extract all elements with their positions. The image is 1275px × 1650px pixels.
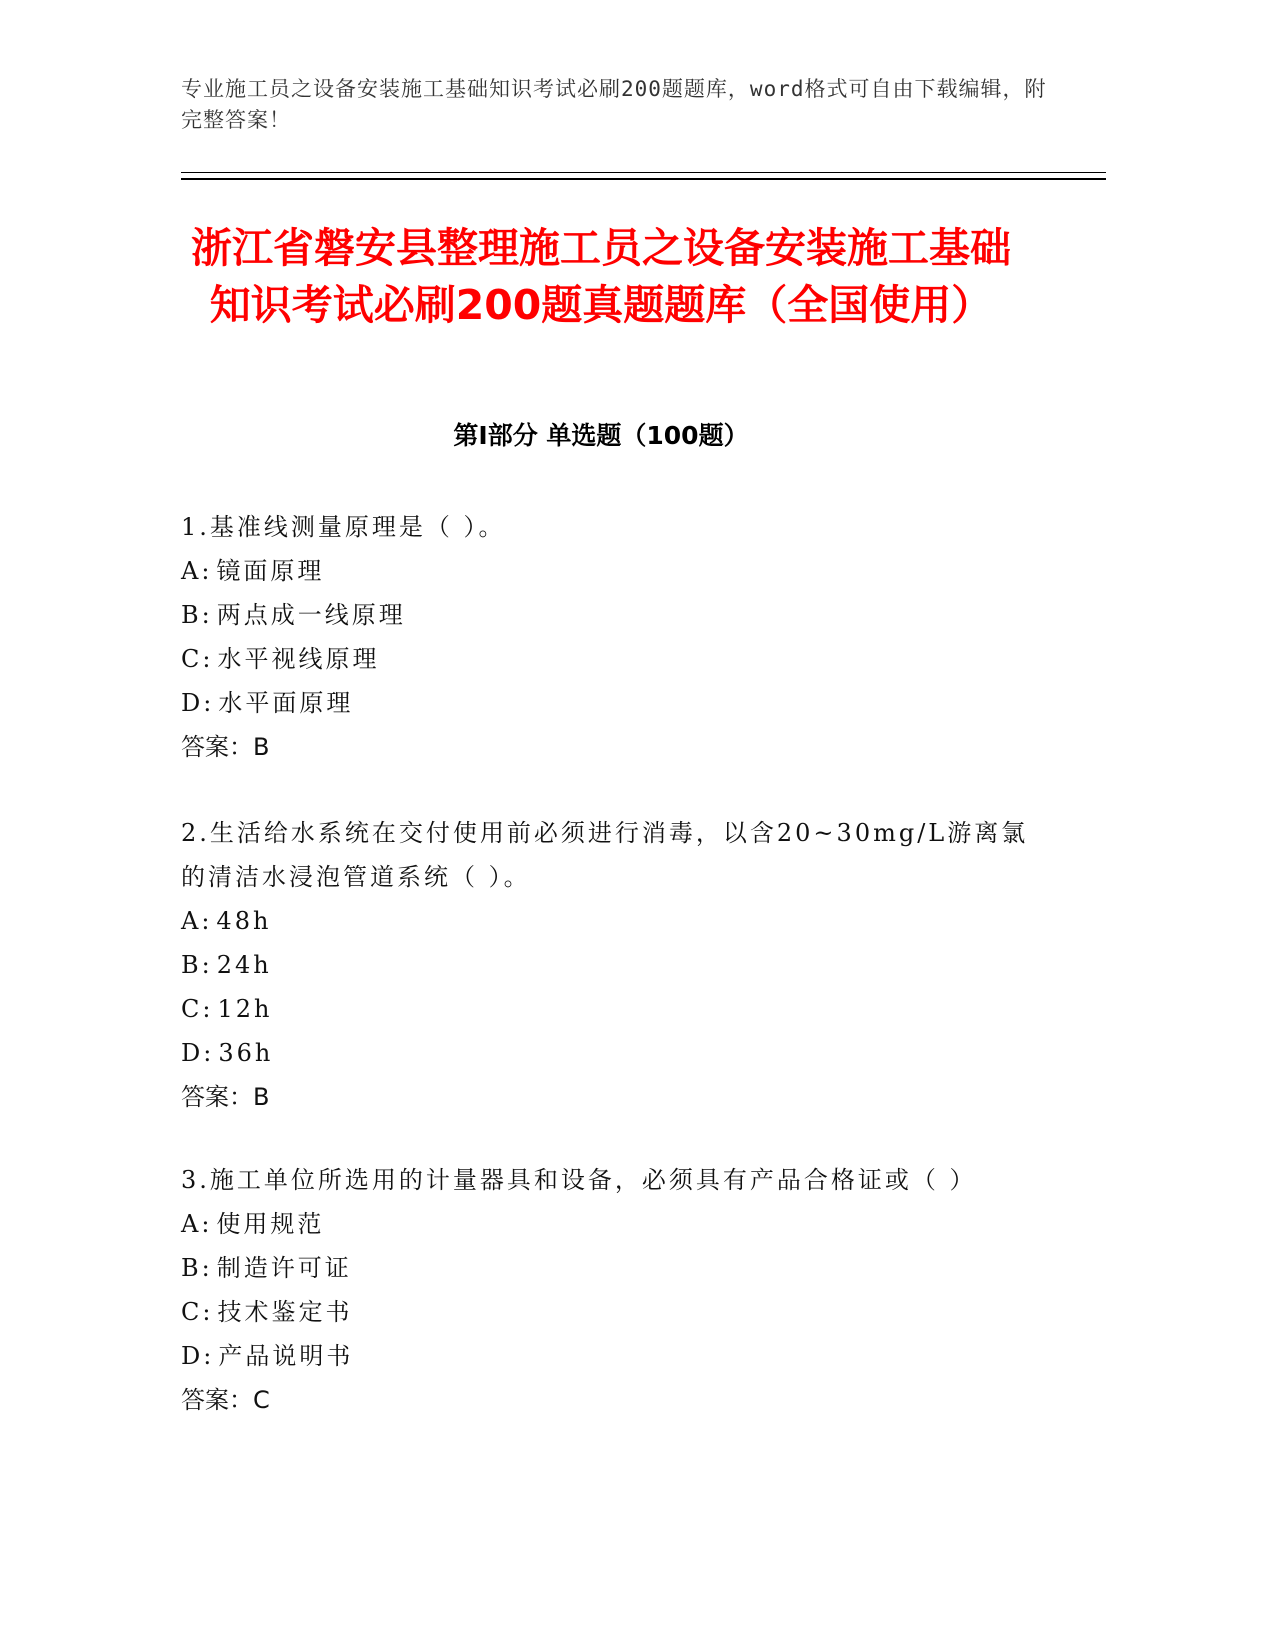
question-stem: 1.基准线测量原理是（ ）。 [181,513,506,541]
question-1 [181,505,1041,769]
option-letter: A: [181,1210,213,1238]
option-b [181,943,1041,987]
header-divider-thick [181,178,1106,180]
option-a [181,1202,1041,1246]
option-c [181,637,1041,681]
option-text: 镜面原理 [216,557,325,585]
option-letter: C: [181,645,214,673]
option-text: 技术鉴定书 [217,1298,353,1326]
option-d [181,1334,1041,1378]
option-letter: D: [181,689,215,717]
option-letter: A: [181,557,213,585]
option-text: 两点成一线原理 [216,601,406,629]
option-d [181,681,1041,725]
question-stem: 2.生活给水系统在交付使用前必须进行消毒，以含20~30mg/L游离氯的清洁水浸泡管道系统（ ）。 [181,819,1029,891]
option-a [181,549,1041,593]
option-d [181,1031,1041,1075]
option-letter: C: [181,995,214,1023]
header-divider-thin [181,172,1106,173]
option-letter: A: [181,907,213,935]
question-stem: 3.施工单位所选用的计量器具和设备，必须具有产品合格证或（ ） [181,1166,977,1194]
answer-line: 答案：B [181,733,270,761]
option-c [181,987,1041,1031]
section-heading: 第Ⅰ部分 单选题（100题） [453,421,749,450]
option-text: 水平视线原理 [217,645,380,673]
option-b [181,593,1041,637]
option-c [181,1290,1041,1334]
answer-line: 答案：C [181,1386,270,1414]
option-letter: B: [181,601,213,629]
option-letter: D: [181,1039,215,1067]
option-text: 48h [216,907,272,935]
header-note: 专业施工员之设备安装施工基础知识考试必刷200题题库，word格式可自由下载编辑，附完整答案！ [181,77,1047,132]
option-text: 12h [217,995,273,1023]
option-text: 使用规范 [216,1210,325,1238]
option-text: 24h [216,951,272,979]
option-b [181,1246,1041,1290]
question-3 [181,1158,1041,1422]
option-letter: B: [181,1254,213,1282]
document-title: 浙江省磐安县整理施工员之设备安装施工基础知识考试必刷200题真题题库（全国使用） [191,224,1011,329]
option-letter: B: [181,951,213,979]
answer-line: 答案：B [181,1083,270,1111]
option-letter: C: [181,1298,214,1326]
question-2 [181,811,1041,1119]
option-a [181,899,1041,943]
option-text: 制造许可证 [216,1254,352,1282]
option-text: 产品说明书 [218,1342,354,1370]
option-letter: D: [181,1342,215,1370]
option-text: 水平面原理 [218,689,354,717]
option-text: 36h [218,1039,274,1067]
